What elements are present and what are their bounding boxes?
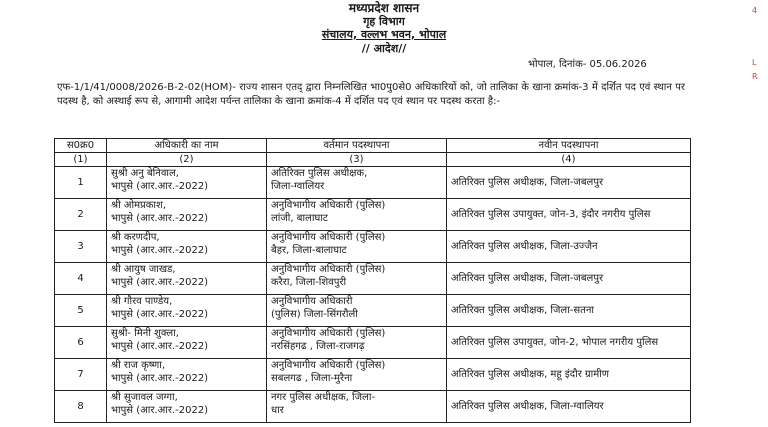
- serial-cell: 2: [55, 199, 107, 231]
- margin-mark: 4: [752, 6, 758, 15]
- current-posting-cell: [267, 359, 447, 391]
- table-row: [55, 167, 691, 199]
- current-posting-cell: [267, 199, 447, 231]
- serial-cell: 8: [55, 391, 107, 423]
- officer-service: भापुसे (आर.आर.-2022): [111, 213, 209, 224]
- table-row: [55, 199, 691, 231]
- dept-name: गृह विभाग: [363, 15, 405, 28]
- officer-cell: [107, 199, 267, 231]
- current-posting-cell: [267, 295, 447, 327]
- officer-name: श्री सुजावल जग्गा,: [111, 392, 178, 403]
- col-number: (3): [267, 153, 447, 167]
- column-number-row: [55, 153, 691, 167]
- col-number: (1): [55, 153, 107, 167]
- officer-name: सुश्री- मिनी शुक्ला,: [111, 328, 179, 339]
- serial-cell: 1: [55, 167, 107, 199]
- new-posting-cell: अतिरिक्त पुलिस अधीक्षक, जिला-उज्जैन: [447, 231, 691, 263]
- current-post: अनुविभागीय अधिकारी (पुलिस): [271, 264, 386, 275]
- current-place: नरसिंहगढ , जिला-राजगढ़: [271, 341, 365, 352]
- table-row: [55, 295, 691, 327]
- officer-service: भापुसे (आर.आर.-2022): [111, 341, 209, 352]
- current-place: (पुलिस) जिला-सिंगरौली: [271, 309, 358, 320]
- table-row: [55, 359, 691, 391]
- officer-service: भापुसे (आर.आर.-2022): [111, 181, 209, 192]
- officer-service: भापुसे (आर.आर.-2022): [111, 277, 209, 288]
- current-place: धार: [271, 405, 284, 416]
- current-posting-cell: [267, 327, 447, 359]
- col-number: (4): [447, 153, 691, 167]
- current-post: अनुविभागीय अधिकारी (पुलिस): [271, 200, 386, 211]
- serial-cell: 7: [55, 359, 107, 391]
- office-address: संचालय, वल्लभ भवन, भोपाल: [321, 28, 447, 41]
- current-post: अनुविभागीय अधिकारी (पुलिस): [271, 360, 386, 371]
- order-paragraph: एफ-1/1/41/0008/2026-B-2-02(HOM)- राज्य शासन एतद् द्वारा निम्नलिखित भा0पु0से0 अधिकारियों को, जो तालिका के खाना क्रमांक-3 में दर्शित पद एवं स्थान पर पदस्थ है, को अस्थाई रूप से, आगामी आदेश पर्यन्त तालिका के खाना क्रमांक-4 में दर्शित पद एवं स्थान पर पदस्थ करता है:-: [57, 82, 685, 107]
- new-posting-cell: अतिरिक्त पुलिस उपायुक्त, जोन-3, इंदौर नगरीय पुलिस: [447, 199, 691, 231]
- officer-name: सुश्री अनु बेनिवाल,: [111, 168, 179, 179]
- officer-cell: [107, 359, 267, 391]
- current-place: बैहर, जिला-बालाघाट: [271, 245, 347, 256]
- officer-service: भापुसे (आर.आर.-2022): [111, 373, 209, 384]
- officer-cell: [107, 167, 267, 199]
- margin-mark: R: [752, 72, 758, 81]
- dept-state-title: मध्यप्रदेश शासन: [348, 1, 420, 15]
- col-header-current-posting: वर्तमान पदस्थापना: [267, 139, 447, 153]
- serial-cell: 6: [55, 327, 107, 359]
- current-place: करैरा, जिला-शिवपुरी: [271, 277, 347, 288]
- col-header-serial: स0क्र0: [55, 139, 107, 153]
- col-number: (2): [107, 153, 267, 167]
- current-post: नगर पुलिस अधीक्षक, जिला-: [271, 392, 376, 403]
- current-post: अतिरिक्त पुलिस अधीक्षक,: [271, 168, 368, 179]
- col-header-new-posting: नवीन पदस्थापना: [447, 139, 691, 153]
- table-header-row: [55, 139, 691, 153]
- current-posting-cell: [267, 263, 447, 295]
- officer-name: श्री आयुष जाखड,: [111, 264, 176, 275]
- col-header-officer-name: अधिकारी का नाम: [107, 139, 267, 153]
- current-post: अनुविभागीय अधिकारी (पुलिस): [271, 232, 386, 243]
- table-row: [55, 327, 691, 359]
- officer-cell: [107, 327, 267, 359]
- new-posting-cell: अतिरिक्त पुलिस अधीक्षक, जिला-सतना: [447, 295, 691, 327]
- new-posting-cell: अतिरिक्त पुलिस उपायुक्त, जोन-2, भोपाल नगरीय पुलिस: [447, 327, 691, 359]
- current-posting-cell: [267, 167, 447, 199]
- officer-name: श्री करणदीप,: [111, 232, 160, 243]
- officer-cell: [107, 295, 267, 327]
- margin-mark: L: [752, 58, 757, 67]
- order-heading: // आदेश//: [361, 42, 407, 55]
- order-date: भोपाल, दिनांक- 05.06.2026: [528, 59, 647, 70]
- officer-cell: [107, 391, 267, 423]
- officer-service: भापुसे (आर.आर.-2022): [111, 405, 209, 416]
- officer-name: श्री राज कृष्णा,: [111, 360, 166, 371]
- new-posting-cell: अतिरिक्त पुलिस अधीक्षक, महू इंदौर ग्रामीण: [447, 359, 691, 391]
- current-place: जिला-ग्वालियर: [271, 181, 325, 192]
- current-posting-cell: [267, 231, 447, 263]
- new-posting-cell: अतिरिक्त पुलिस अधीक्षक, जिला-जबलपुर: [447, 167, 691, 199]
- serial-cell: 5: [55, 295, 107, 327]
- table-row: [55, 263, 691, 295]
- transfer-table: [54, 138, 691, 423]
- new-posting-cell: अतिरिक्त पुलिस अधीक्षक, जिला-ग्वालियर: [447, 391, 691, 423]
- current-post: अनुविभागीय अधिकारी: [271, 296, 353, 307]
- officer-name: श्री ओमप्रकाश,: [111, 200, 166, 211]
- new-posting-cell: अतिरिक्त पुलिस अधीक्षक, जिला-जबलपुर: [447, 263, 691, 295]
- table-row: [55, 391, 691, 423]
- current-post: अनुविभागीय अधिकारी (पुलिस): [271, 328, 386, 339]
- officer-name: श्री गौरव पाण्डेय,: [111, 296, 173, 307]
- table-row: [55, 231, 691, 263]
- officer-cell: [107, 231, 267, 263]
- current-place: सबलगढ , जिला-मुरैना: [271, 373, 353, 384]
- current-posting-cell: [267, 391, 447, 423]
- serial-cell: 4: [55, 263, 107, 295]
- officer-cell: [107, 263, 267, 295]
- officer-service: भापुसे (आर.आर.-2022): [111, 245, 209, 256]
- serial-cell: 3: [55, 231, 107, 263]
- current-place: लांजी, बालाघाट: [271, 213, 328, 224]
- officer-service: भापुसे (आर.आर.-2022): [111, 309, 209, 320]
